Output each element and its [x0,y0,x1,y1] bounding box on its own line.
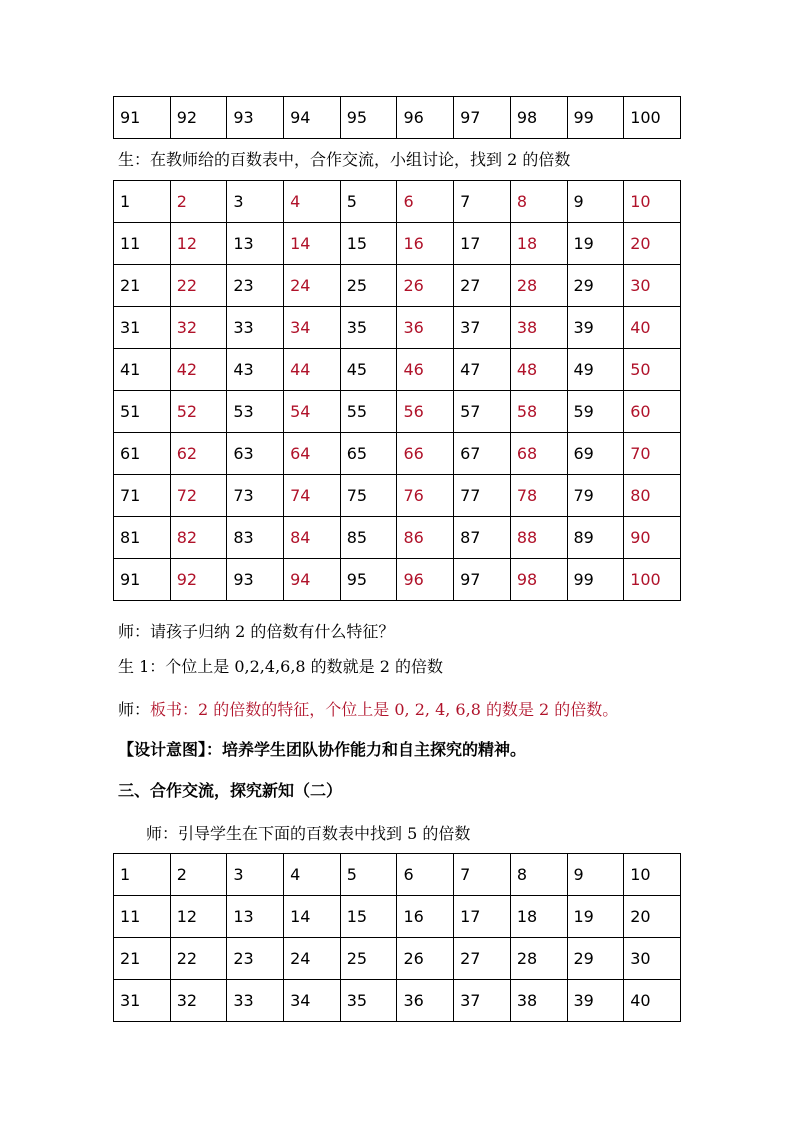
board-content: 板书：2 的倍数的特征，个位上是 0, 2, 4, 6,8 的数是 2 的倍数。 [150,700,619,719]
table-cell: 76 [397,475,454,517]
table-cell: 17 [454,223,511,265]
table-cell: 25 [340,265,397,307]
table-cell: 19 [567,896,624,938]
table-cell: 3 [227,181,284,223]
table-row [114,223,681,265]
table-row [114,938,681,980]
table-cell: 45 [340,349,397,391]
table-cell: 4 [284,181,341,223]
table-cell: 15 [340,896,397,938]
table-cell: 91 [114,559,171,601]
table-cell: 31 [114,980,171,1022]
table-cell: 61 [114,433,171,475]
table-cell: 56 [397,391,454,433]
table-cell: 39 [567,980,624,1022]
table-cell: 5 [340,181,397,223]
table-cell: 37 [454,307,511,349]
table-cell: 38 [510,980,567,1022]
table-cell: 92 [170,97,227,139]
table-cell: 4 [284,854,341,896]
table-cell: 93 [227,97,284,139]
table-cell: 19 [567,223,624,265]
table-cell: 44 [284,349,341,391]
table-cell: 64 [284,433,341,475]
table-cell: 100 [624,97,681,139]
table-cell: 97 [454,559,511,601]
table-cell: 24 [284,938,341,980]
table-cell: 30 [624,265,681,307]
hundred-table-top-fragment [113,96,681,139]
table-cell: 20 [624,896,681,938]
table-cell: 47 [454,349,511,391]
table-cell: 97 [454,97,511,139]
table-cell: 13 [227,223,284,265]
table-cell: 51 [114,391,171,433]
table-cell: 28 [510,265,567,307]
table-cell: 16 [397,223,454,265]
table-cell: 13 [227,896,284,938]
table-cell: 35 [340,980,397,1022]
table-cell: 27 [454,938,511,980]
table-cell: 92 [170,559,227,601]
table-cell: 82 [170,517,227,559]
student-instruction-line: 生：在教师给的百数表中，合作交流，小组讨论，找到 2 的倍数 [118,150,571,169]
table-cell: 6 [397,854,454,896]
table-cell: 11 [114,223,171,265]
table-row [114,475,681,517]
table-cell: 85 [340,517,397,559]
table-cell: 96 [397,97,454,139]
table-cell: 22 [170,938,227,980]
table-cell: 48 [510,349,567,391]
table-cell: 60 [624,391,681,433]
table-cell: 9 [567,181,624,223]
table-cell: 34 [284,307,341,349]
table-cell: 71 [114,475,171,517]
table-cell: 91 [114,97,171,139]
table-row [114,349,681,391]
table-cell: 18 [510,896,567,938]
table-cell: 12 [170,223,227,265]
table-cell: 24 [284,265,341,307]
table-cell: 17 [454,896,511,938]
table-cell: 21 [114,265,171,307]
table-cell: 36 [397,980,454,1022]
table-row [114,433,681,475]
table-cell: 11 [114,896,171,938]
table-cell: 34 [284,980,341,1022]
table-cell: 10 [624,181,681,223]
table-cell: 18 [510,223,567,265]
table-cell: 53 [227,391,284,433]
table-cell: 40 [624,307,681,349]
table-cell: 86 [397,517,454,559]
hundred-table-multiples-of-2 [113,180,681,601]
table-cell: 2 [170,854,227,896]
table-cell: 8 [510,854,567,896]
table-cell: 65 [340,433,397,475]
table-cell: 80 [624,475,681,517]
table-cell: 79 [567,475,624,517]
table-cell: 22 [170,265,227,307]
table-cell: 83 [227,517,284,559]
table-row [114,980,681,1022]
table-cell: 69 [567,433,624,475]
table-cell: 31 [114,307,171,349]
table-row [114,97,681,139]
table-cell: 16 [397,896,454,938]
table-row [114,896,681,938]
table-cell: 50 [624,349,681,391]
table-cell: 42 [170,349,227,391]
table-cell: 67 [454,433,511,475]
table-cell: 25 [340,938,397,980]
table-cell: 15 [340,223,397,265]
table-cell: 43 [227,349,284,391]
table-cell: 23 [227,938,284,980]
table-cell: 100 [624,559,681,601]
board-writing-line [118,700,618,720]
table-cell: 84 [284,517,341,559]
table-cell: 20 [624,223,681,265]
table-cell: 37 [454,980,511,1022]
table-cell: 46 [397,349,454,391]
table-cell: 90 [624,517,681,559]
hundred-table-multiples-of-5 [113,853,681,1022]
table-cell: 62 [170,433,227,475]
table-row [114,181,681,223]
table-cell: 3 [227,854,284,896]
table-cell: 23 [227,265,284,307]
table-cell: 59 [567,391,624,433]
table-cell: 68 [510,433,567,475]
table-row [114,307,681,349]
table-cell: 32 [170,980,227,1022]
table-cell: 38 [510,307,567,349]
table-cell: 8 [510,181,567,223]
table-row [114,559,681,601]
table-cell: 49 [567,349,624,391]
table-cell: 78 [510,475,567,517]
table-cell: 81 [114,517,171,559]
teacher-question-line: 师：请孩子归纳 2 的倍数有什么特征？ [118,622,395,641]
table-cell: 89 [567,517,624,559]
table-cell: 74 [284,475,341,517]
table-cell: 32 [170,307,227,349]
table-row [114,517,681,559]
table-cell: 88 [510,517,567,559]
table-cell: 99 [567,97,624,139]
section-heading: 三、合作交流，探究新知（二） [118,781,343,800]
table-cell: 70 [624,433,681,475]
table-cell: 29 [567,938,624,980]
table-cell: 12 [170,896,227,938]
teacher-guide-line: 师：引导学生在下面的百数表中找到 5 的倍数 [146,824,471,843]
table-cell: 98 [510,97,567,139]
table-cell: 95 [340,97,397,139]
table-cell: 5 [340,854,397,896]
table-cell: 30 [624,938,681,980]
table-row [114,391,681,433]
table-cell: 95 [340,559,397,601]
table-cell: 2 [170,181,227,223]
table-cell: 36 [397,307,454,349]
table-cell: 52 [170,391,227,433]
table-cell: 7 [454,181,511,223]
table-cell: 28 [510,938,567,980]
table-cell: 87 [454,517,511,559]
table-cell: 26 [397,938,454,980]
table-cell: 99 [567,559,624,601]
table-cell: 98 [510,559,567,601]
table-cell: 14 [284,896,341,938]
table-cell: 29 [567,265,624,307]
table-cell: 9 [567,854,624,896]
table-cell: 73 [227,475,284,517]
table-cell: 26 [397,265,454,307]
table-cell: 10 [624,854,681,896]
table-cell: 93 [227,559,284,601]
table-cell: 35 [340,307,397,349]
table-cell: 1 [114,181,171,223]
table-cell: 77 [454,475,511,517]
table-cell: 6 [397,181,454,223]
table-cell: 1 [114,854,171,896]
table-cell: 96 [397,559,454,601]
table-cell: 39 [567,307,624,349]
table-cell: 63 [227,433,284,475]
table-cell: 72 [170,475,227,517]
table-row [114,854,681,896]
table-cell: 75 [340,475,397,517]
table-row [114,265,681,307]
table-cell: 40 [624,980,681,1022]
table-cell: 41 [114,349,171,391]
table-cell: 94 [284,559,341,601]
table-cell: 57 [454,391,511,433]
student-answer-line: 生 1：个位上是 0,2,4,6,8 的数就是 2 的倍数 [118,657,444,676]
table-cell: 55 [340,391,397,433]
table-cell: 14 [284,223,341,265]
table-cell: 66 [397,433,454,475]
table-cell: 7 [454,854,511,896]
design-intent-line: 【设计意图】：培养学生团队协作能力和自主探究的精神。 [118,740,527,759]
table-cell: 33 [227,980,284,1022]
table-cell: 94 [284,97,341,139]
board-speaker: 师： [118,700,151,719]
table-cell: 58 [510,391,567,433]
table-cell: 54 [284,391,341,433]
table-cell: 27 [454,265,511,307]
table-cell: 21 [114,938,171,980]
table-cell: 33 [227,307,284,349]
